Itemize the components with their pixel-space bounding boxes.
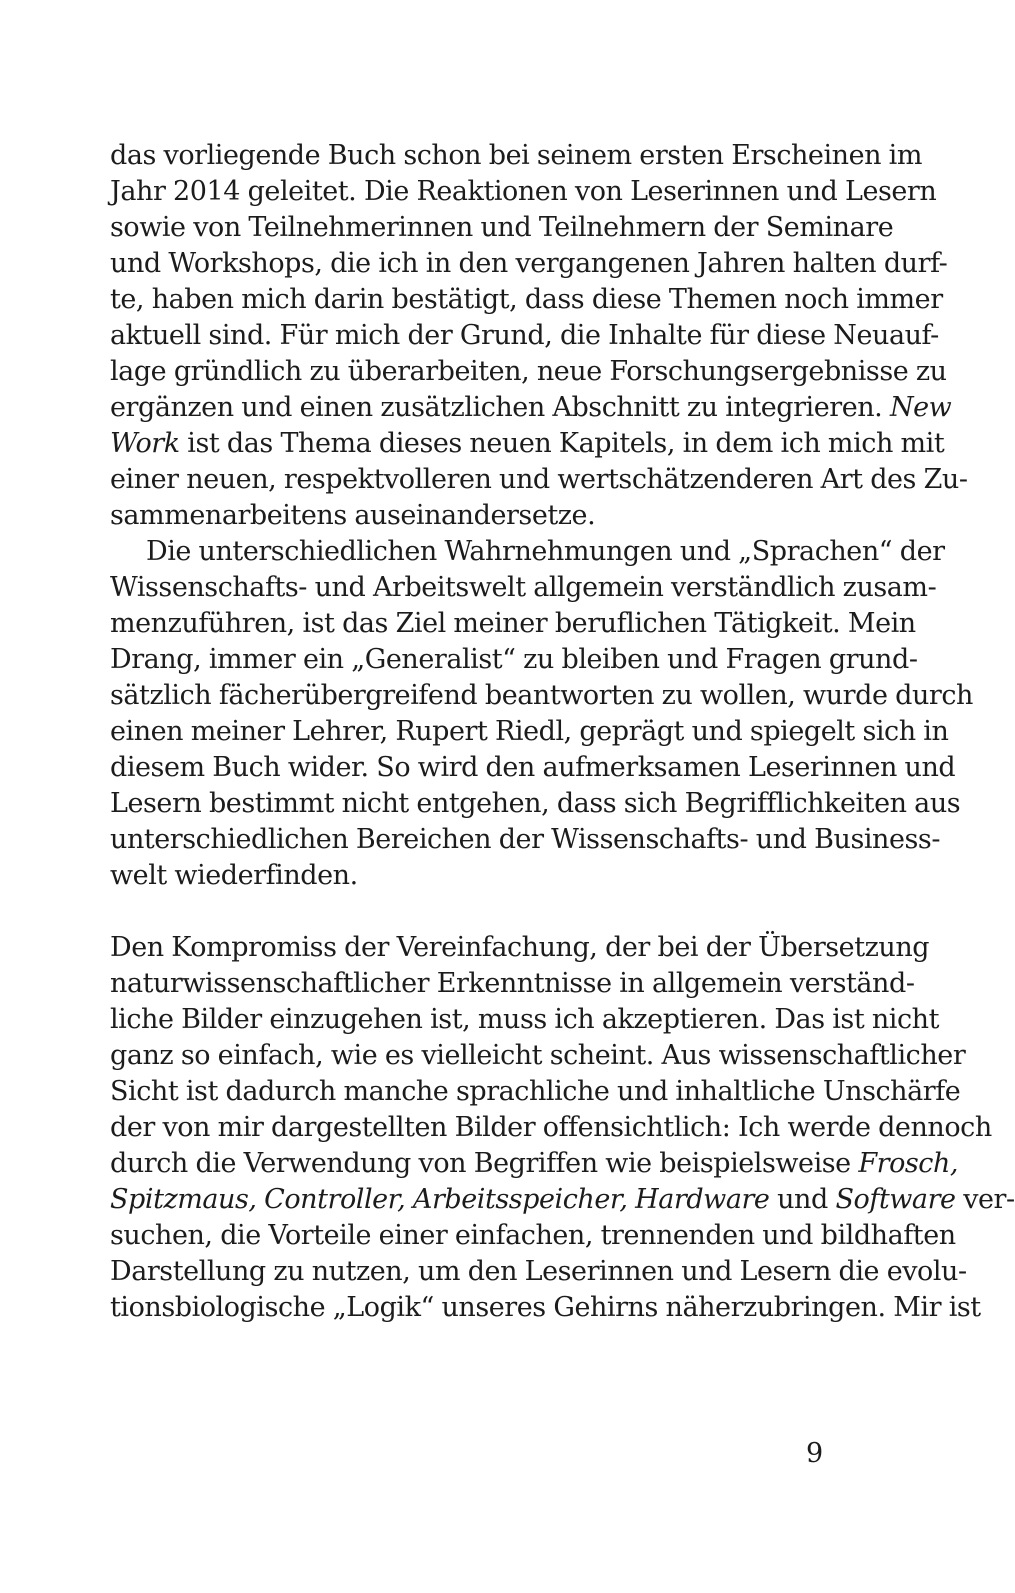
emphasis-text: New xyxy=(889,392,952,423)
text-line: liche Bilder einzugehen ist, muss ich akzeptieren. Das ist nicht xyxy=(110,1004,939,1035)
text-line: naturwissenschaftlicher Erkenntnisse in allgemein verständ- xyxy=(110,968,915,999)
text-line xyxy=(110,1146,959,1182)
text-line: Darstellung zu nutzen, um den Leserinnen und Lesern die evolu- xyxy=(110,1256,967,1287)
text-line: einer neuen, respektvolleren und wertschätzenderen Art des Zu- xyxy=(110,464,968,495)
text-line: und Workshops, die ich in den vergangenen Jahren halten durf- xyxy=(110,248,948,279)
text-line: Jahr 2014 geleitet. Die Reaktionen von Leserinnen und Lesern xyxy=(110,176,937,207)
section-break xyxy=(110,894,854,930)
text-segment: ist das Thema dieses neuen Kapitels, in dem ich mich mit xyxy=(187,428,945,459)
text-line: sowie von Teilnehmerinnen und Teilnehmern der Seminare xyxy=(110,212,894,243)
text-line xyxy=(110,390,952,426)
text-line: diesem Buch wider. So wird den aufmerksamen Leserinnen und xyxy=(110,752,956,783)
text-line: Wissenschafts- und Arbeitswelt allgemein verständlich zusam- xyxy=(110,572,937,603)
text-line: Drang, immer ein „Generalist“ zu bleiben und Fragen grund- xyxy=(110,644,918,675)
body-text xyxy=(110,138,1015,1326)
text-line xyxy=(110,1182,1015,1218)
text-line: Den Kompromiss der Vereinfachung, der bei der Übersetzung xyxy=(110,932,930,963)
page-number: 9 xyxy=(806,1438,824,1469)
text-line: suchen, die Vorteile einer einfachen, trennenden und bildhaften xyxy=(110,1220,956,1251)
text-line: unterschiedlichen Bereichen der Wissenschafts- und Business- xyxy=(110,824,940,855)
text-line: tionsbiologische „Logik“ unseres Gehirns näherzubringen. Mir ist xyxy=(110,1292,981,1323)
text-line: menzuführen, ist das Ziel meiner beruflichen Tätigkeit. Mein xyxy=(110,608,916,639)
text-line: sammenarbeitens auseinandersetze. xyxy=(110,500,596,531)
emphasis-text: Software xyxy=(835,1184,956,1215)
text-line: aktuell sind. Für mich der Grund, die Inhalte für diese Neuauf- xyxy=(110,320,939,351)
emphasis-text: Work xyxy=(110,428,180,459)
text-line: sätzlich fächerübergreifend beantworten zu wollen, wurde durch xyxy=(110,680,973,711)
text-segment: und xyxy=(777,1184,828,1215)
text-line: einen meiner Lehrer, Rupert Riedl, geprägt und spiegelt sich in xyxy=(110,716,949,747)
text-line: welt wiederfinden. xyxy=(110,860,358,891)
text-line: Lesern bestimmt nicht entgehen, dass sich Begrifflichkeiten aus xyxy=(110,788,961,819)
text-segment: ver- xyxy=(963,1184,1015,1215)
text-line: Sicht ist dadurch manche sprachliche und inhaltliche Unschärfe xyxy=(110,1076,961,1107)
text-line: Die unterschiedlichen Wahrnehmungen und „Sprachen“ der xyxy=(146,536,945,567)
text-line: das vorliegende Buch schon bei seinem ersten Erscheinen im xyxy=(110,140,923,171)
text-line: ganz so einfach, wie es vielleicht scheint. Aus wissenschaftlicher xyxy=(110,1040,966,1071)
text-line: te, haben mich darin bestätigt, dass diese Themen noch immer xyxy=(110,284,943,315)
emphasis-text: Frosch, xyxy=(858,1148,959,1179)
text-segment: ergänzen und einen zusätzlichen Abschnitt zu integrieren. xyxy=(110,392,883,423)
text-segment: durch die Verwendung von Begriffen wie beispielsweise xyxy=(110,1148,851,1179)
text-line: lage gründlich zu überarbeiten, neue Forschungsergebnisse zu xyxy=(110,356,947,387)
emphasis-text: Spitzmaus, Controller, Arbeitsspeicher, Hardware xyxy=(110,1184,770,1215)
text-line xyxy=(110,426,945,462)
text-line: der von mir dargestellten Bilder offensichtlich: Ich werde dennoch xyxy=(110,1112,992,1143)
